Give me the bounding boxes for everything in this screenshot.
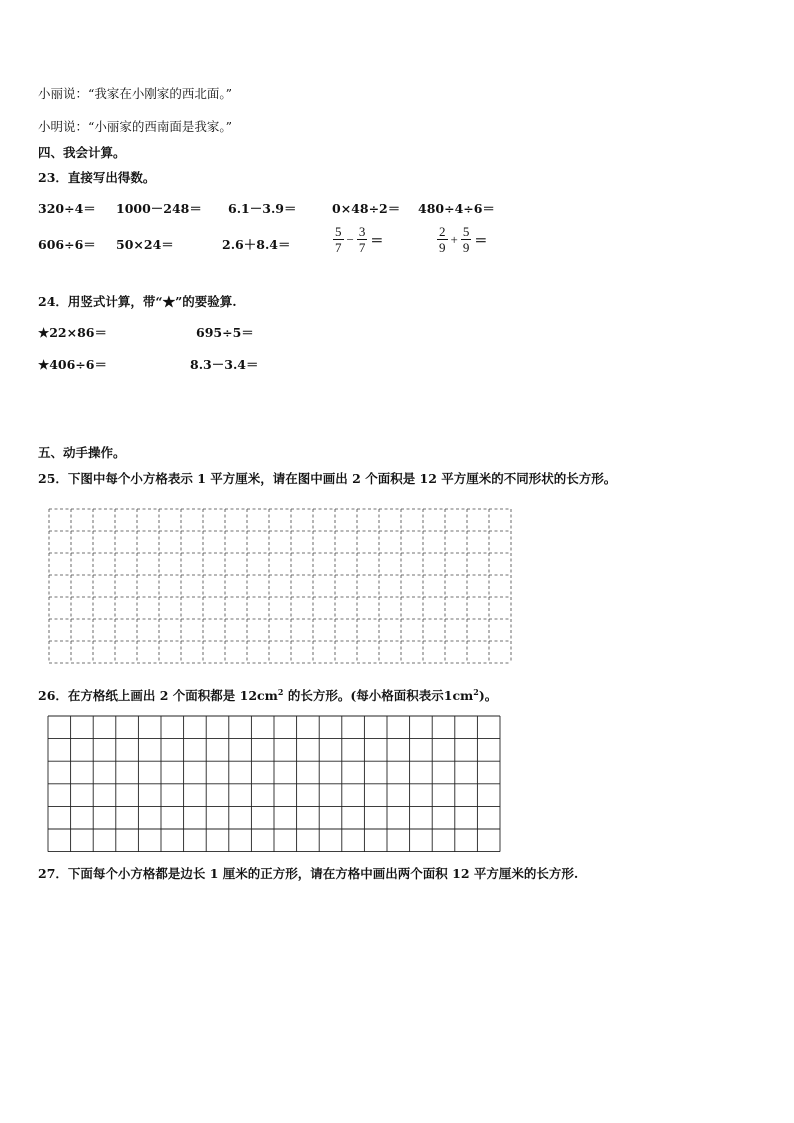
q24-item-1: ★22×86＝ <box>38 325 107 340</box>
section-5-title: 五、动手操作。 <box>38 445 126 460</box>
fraction <box>333 224 344 255</box>
q23-fraction-expr-1 <box>333 224 386 255</box>
q26-unit: 1cm <box>443 688 474 703</box>
fraction <box>437 224 448 255</box>
numerator: 5 <box>462 224 470 239</box>
denominator: 9 <box>439 240 446 255</box>
denominator: 7 <box>335 240 342 255</box>
dialog-line-2: 小明说：“小丽家的西南面是我家。” <box>38 119 233 134</box>
q23-fraction-expr-2 <box>437 224 490 255</box>
q23-expr-1: 320÷4＝ <box>38 201 96 216</box>
equals: ＝ <box>474 233 488 248</box>
q23-expr-6: 606÷6＝ <box>38 237 96 252</box>
q26-unit-sup: 2 <box>473 686 479 697</box>
q23-expr-5: 480÷4÷6＝ <box>418 201 495 216</box>
q24-title: 24．用竖式计算，带“★”的要验算. <box>38 294 237 309</box>
denominator: 9 <box>462 240 470 255</box>
fraction <box>357 224 368 255</box>
q23-expr-8: 2.6＋8.4＝ <box>222 237 291 252</box>
q23-expr-2: 1000－248＝ <box>116 201 202 216</box>
q26-area-sup: 2 <box>277 686 284 697</box>
q23-expr-3: 6.1－3.9＝ <box>228 201 297 216</box>
q26-title-prefix: 26．在方格纸上画出 2 个面积都是 <box>38 688 236 703</box>
q26-solid-grid <box>47 715 505 855</box>
q26-title-post: )。 <box>478 688 498 703</box>
operator: + <box>450 231 458 247</box>
q26-title-mid: 的长方形。(每小格面积表示 <box>287 688 444 703</box>
operator: − <box>346 231 354 247</box>
q25-dashed-grid <box>48 508 516 666</box>
fraction <box>461 224 472 255</box>
numerator: 5 <box>335 224 342 239</box>
q26-area: 12cm <box>239 688 278 703</box>
q23-expr-7: 50×24＝ <box>116 237 174 252</box>
q23-expr-4: 0×48÷2＝ <box>332 201 401 216</box>
denominator: 7 <box>358 240 366 255</box>
numerator: 2 <box>439 224 446 239</box>
q25-title: 25．下图中每个小方格表示 1 平方厘米，请在图中画出 2 个面积是 12 平方厘米的不同形状的长方形。 <box>38 471 617 486</box>
q24-item-3: ★406÷6＝ <box>38 357 107 372</box>
numerator: 3 <box>358 224 366 239</box>
equals: ＝ <box>370 233 384 248</box>
q26-title <box>38 686 497 704</box>
q24-item-2: 695÷5＝ <box>196 325 254 340</box>
q24-item-4: 8.3－3.4＝ <box>190 357 259 372</box>
section-4-title: 四、我会计算。 <box>38 145 126 160</box>
q27-title: 27．下面每个小方格都是边长 1 厘米的正方形，请在方格中画出两个面积 12 平方厘米的长方形. <box>38 866 579 881</box>
dialog-line-1: 小丽说：“我家在小刚家的西北面。” <box>38 86 233 101</box>
q23-title: 23．直接写出得数。 <box>38 170 156 185</box>
